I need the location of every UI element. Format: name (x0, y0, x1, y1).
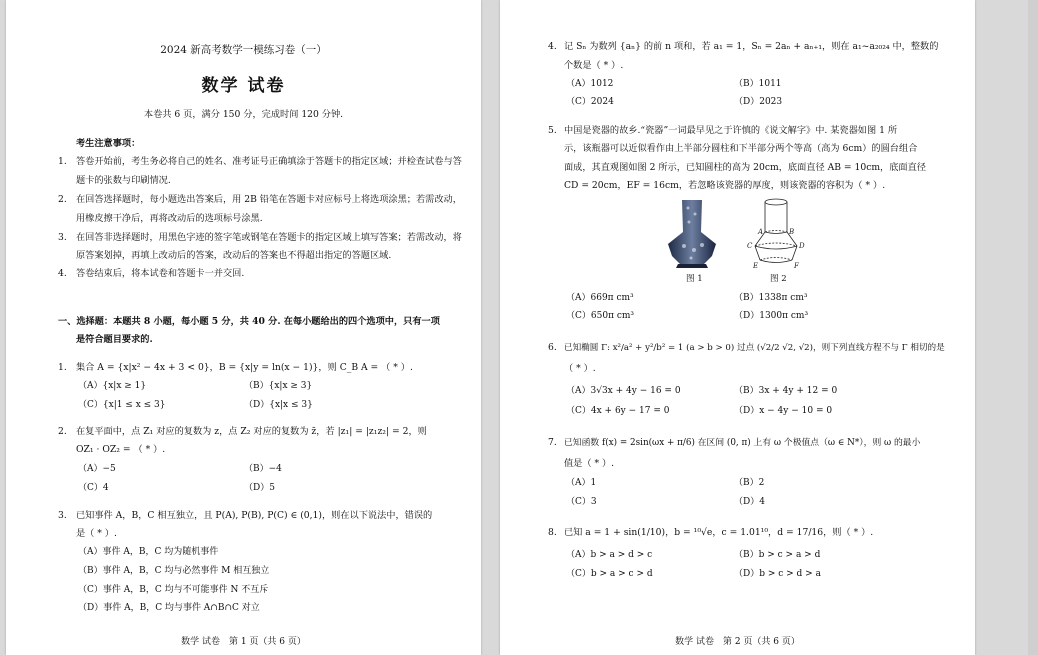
option-a: （A）669π cm³ (566, 293, 634, 303)
exam-header: 2024 新高考数学一模练习卷（一） (160, 44, 327, 56)
question-text: 在复平面中，点 Z₁ 对应的复数为 z，点 Z₂ 对应的复数为 z̄，若 |z₁| = |z₁z₂| = 2，则 (76, 426, 427, 437)
question-text: 已知事件 A，B，C 相互独立，且 P(A), P(B), P(C) ∈ (0,1)，则在以下说法中，错误的 (76, 510, 433, 521)
vase-photo-figure (664, 198, 720, 270)
question-number: 4. (548, 41, 557, 52)
option-b: （B）1011 (734, 79, 782, 89)
fig-label-b: B (789, 228, 795, 236)
page-1 (6, 0, 481, 655)
exam-info: 本卷共 6 页，满分 150 分，完成时间 120 分钟. (143, 109, 344, 120)
question-text: 记 Sₙ 为数列 {aₙ} 的前 n 项和，若 a₁ = 1，Sₙ = 2aₙ + aₙ₊₁，则在 a₁~a₂₀₂₄ 中，整数的 (564, 41, 939, 52)
option-a: （A）1 (566, 478, 597, 488)
option-d: （D）2023 (734, 97, 783, 107)
notice-num: 1. (58, 156, 67, 167)
notice-text: 在回答非选择题时，用黑色字迹的签字笔或钢笔在答题卡的指定区域上填写答案；若需改动，将 (76, 232, 462, 243)
option-a: （A）1012 (566, 79, 614, 89)
figure-2-caption: 图 2 (770, 274, 787, 284)
option-b: （B）{x|x ≥ 3} (244, 381, 313, 391)
section-heading: 一、选择题：本题共 8 小题，每小题 5 分，共 40 分. 在每小题给出的四个选项中，只有一项 (58, 316, 440, 327)
notice-text: 答卷结束后，将本试卷和答题卡一并交回. (76, 268, 245, 279)
question-text: 已知椭圆 Γ: x²/a² + y²/b² = 1 (a > b > 0) 过点 (√2/2 √2, √2)，则下列直线方程不与 Γ 相切的是 (564, 343, 945, 353)
fig-label-e: E (753, 262, 759, 270)
question-text: 是（ * ）. (76, 528, 117, 539)
question-number: 1. (58, 362, 67, 373)
notice-num: 2. (58, 194, 67, 205)
question-text: 已知 a = 1 + sin(1/10)，b = ¹⁰√e，c = 1.01¹⁰，d = 17/16，则（ * ）. (564, 527, 874, 538)
option-c: （C）b > a > c > d (566, 569, 653, 579)
question-text: （ * ）. (564, 363, 596, 374)
option-c: （C）事件 A，B，C 均与不可能事件 N 不互斥 (78, 585, 269, 595)
option-d: （D）x − 4y − 10 = 0 (734, 406, 833, 416)
option-d: （D）{x|x ≤ 3} (244, 400, 313, 410)
page-2 (500, 0, 975, 655)
option-c: （C）4x + 6y − 17 = 0 (566, 406, 670, 416)
option-a: （A）−5 (78, 464, 116, 474)
question-text: 已知函数 f(x) = 2sin(ωx + π/6) 在区间 (0, π) 上有 ω 个极值点（ω ∈ N*），则 ω 的最小 (564, 438, 921, 448)
option-b: （B）3x + 4y + 12 = 0 (734, 386, 838, 396)
option-d: （D）4 (734, 497, 765, 507)
question-text: CD = 20cm，EF = 16cm，若忽略该瓷器的厚度，则该瓷器的容积为（ * ）. (564, 180, 886, 191)
option-b: （B）b > c > a > d (734, 550, 821, 560)
question-number: 6. (548, 342, 557, 353)
question-text: 集合 A = {x|x² − 4x + 3 < 0}，B = {x|y = ln(x − 1)}，则 C_B A = （ * ）. (76, 362, 413, 373)
option-d: （D）b > c > d > a (734, 569, 821, 579)
question-number: 8. (548, 527, 557, 538)
option-c: （C）2024 (566, 97, 614, 107)
section-heading: 是符合题目要求的. (76, 334, 153, 345)
question-text: 个数是（ * ）. (564, 60, 624, 71)
fig-label-f: F (794, 262, 799, 270)
notice-num: 3. (58, 232, 67, 243)
question-number: 5. (548, 125, 557, 136)
notice-text: 答卷开始前，考生务必将自己的姓名、准考证号正确填涂于答题卡的指定区域；并检查试卷与答 (76, 156, 462, 167)
notice-text: 用橡皮擦干净后，再将改动后的选项标号涂黑. (76, 213, 263, 224)
option-a: （A）b > a > d > c (566, 550, 653, 560)
question-number: 7. (548, 437, 557, 448)
option-b: （B）2 (734, 478, 765, 488)
page-footer: 数学 试卷 第 2 页（共 6 页） (675, 637, 800, 647)
vase-diagram-figure (744, 196, 808, 272)
question-number: 2. (58, 426, 67, 437)
question-text: 值是（ * ）. (564, 458, 615, 469)
option-d: （D）5 (244, 483, 275, 493)
option-c: （C）4 (78, 483, 109, 493)
option-d: （D）事件 A，B，C 均与事件 A∩B∩C 对立 (78, 603, 260, 613)
question-text: 中国是瓷器的故乡.“瓷器”一词最早见之于许慎的《说文解字》中. 某瓷器如图 1 所 (564, 125, 898, 136)
page-title: 数学 试卷 (201, 76, 286, 96)
notice-title: 考生注意事项： (76, 138, 141, 149)
fig-label-c: C (747, 242, 753, 250)
vertical-scrollbar[interactable] (1028, 0, 1038, 655)
question-text: 示，该瓶器可以近似看作由上半部分圆柱和下半部分两个等高（高为 6cm）的圆台组合 (564, 143, 918, 154)
notice-text: 原答案划掉，再填上改动后的答案，改动后的答案也不得超出指定的答题区域. (76, 250, 392, 261)
option-b: （B）−4 (244, 464, 282, 474)
option-d: （D）1300π cm³ (734, 311, 809, 321)
notice-num: 4. (58, 268, 67, 279)
fig-label-a: A (758, 228, 764, 236)
notice-text: 题卡的张数与印刷情况. (76, 175, 171, 186)
option-b: （B）1338π cm³ (734, 293, 808, 303)
option-c: （C）{x|1 ≤ x ≤ 3} (78, 400, 166, 410)
question-text: 面成，其直观图如图 2 所示，已知圆柱的高为 20cm，底面直径 AB = 10cm，底面直径 (564, 162, 926, 173)
figure-1-caption: 图 1 (686, 274, 703, 284)
fig-label-d: D (799, 242, 805, 250)
question-number: 3. (58, 510, 67, 521)
option-c: （C）3 (566, 497, 597, 507)
option-a: （A）3√3x + 4y − 16 = 0 (566, 386, 681, 396)
option-c: （C）650π cm³ (566, 311, 635, 321)
option-b: （B）事件 A，B，C 均与必然事件 M 相互独立 (78, 566, 270, 576)
page-footer: 数学 试卷 第 1 页（共 6 页） (181, 637, 306, 647)
option-a: （A）{x|x ≥ 1} (78, 381, 147, 391)
notice-text: 在回答选择题时，每小题选出答案后，用 2B 铅笔在答题卡对应标号上将选项涂黑；若需改动， (76, 194, 462, 205)
option-a: （A）事件 A，B，C 均为随机事件 (78, 547, 219, 557)
question-text: OZ₁ · OZ₂ = （ * ）. (76, 444, 166, 455)
